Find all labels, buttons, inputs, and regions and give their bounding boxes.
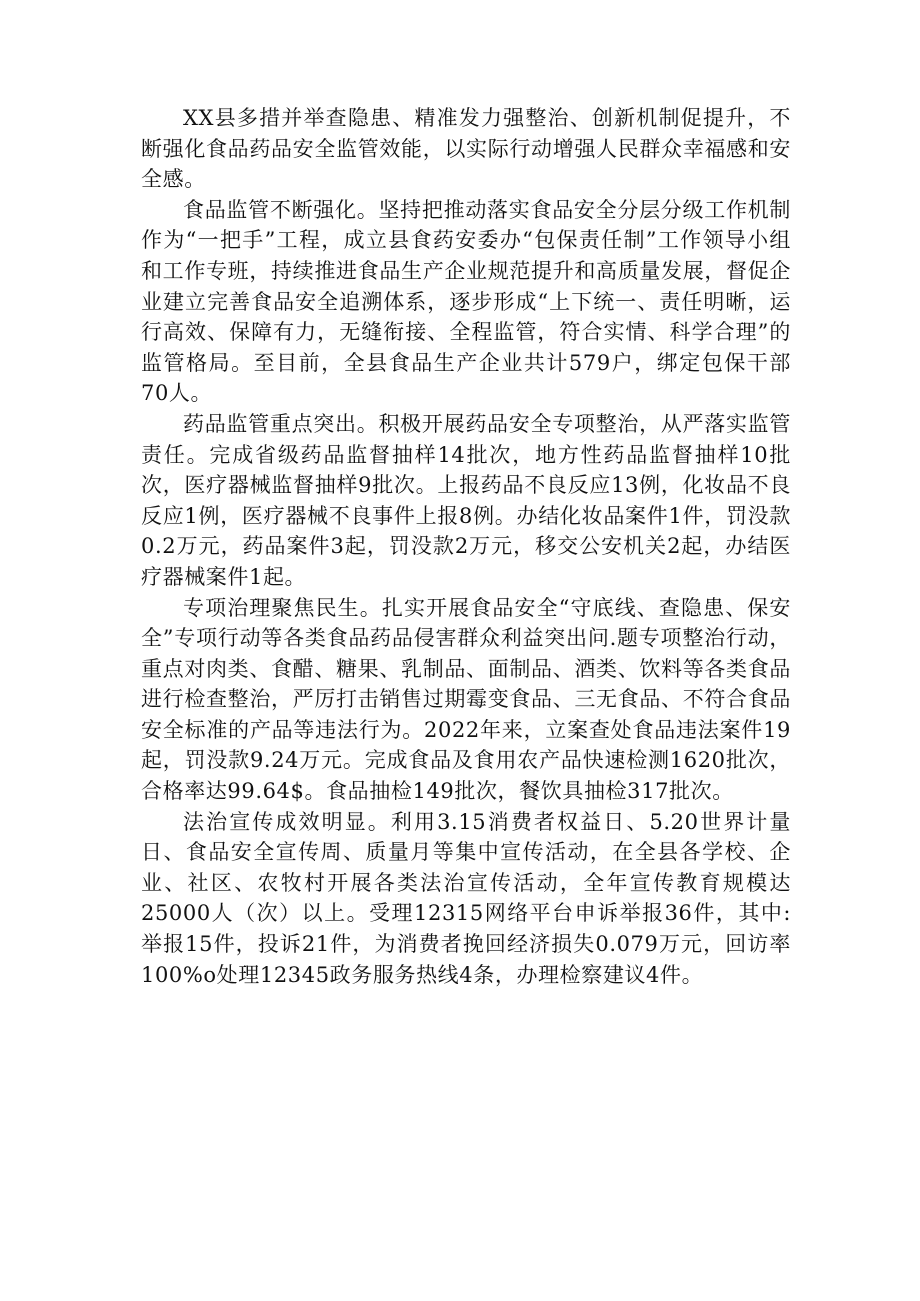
document-body xyxy=(141,103,791,990)
paragraph-intro: XX县多措并举查隐患、精准发力强整治、创新机制促提升，不断强化食品药品安全监管效能，以实际行动增强人民群众幸福感和安全感。 xyxy=(141,106,791,192)
paragraph-legal-publicity: 法治宣传成效明显。利用3.15消费者权益日、5.20世界计量日、食品安全宣传周、质量月等集中宣传活动，在全县各学校、企业、社区、农牧村开展各类法治宣传活动，全年宣传教育规模达25000人（次）以上。受理12315网络平台申诉举报36件，其中:举报15件，投诉21件，为消费者挽回经济损失0.079万元，回访率100%o处理12345政务服务热线4条，办理检察建议4件。 xyxy=(141,809,791,987)
paragraph-special-governance: 专项治理聚焦民生。扎实开展食品安全“守底线、查隐患、保安全”专项行动等各类食品药品侵害群众利益突出问.题专项整治行动，重点对肉类、食醋、糖果、乳制品、面制品、酒类、饮料等各类食品进行检查整治，严厉打击销售过期霉变食品、三无食品、不符合食品安全标准的产品等违法行为。2022年来，立案查处食品违法案件19起，罚没款9.24万元。完成食品及食用农产品快速检测1620批次，合格率达99.64$。食品抽检149批次，餐饮具抽检317批次。 xyxy=(141,595,791,804)
paragraph-food-supervision: 食品监管不断强化。坚持把推动落实食品安全分层分级工作机制作为“一把手”工程，成立县食药安委办“包保责任制”工作领导小组和工作专班，持续推进食品生产企业规范提升和高质量发展，督促企业建立完善食品安全追溯体系，逐步形成“上下统一、责任明晰，运行高效、保障有力，无缝衔接、全程监管，符合实情、科学合理”的监管格局。至目前，全县食品生产企业共计579户，绑定包保干部70人。 xyxy=(141,197,791,406)
paragraph-drug-supervision: 药品监管重点突出。积极开展药品安全专项整治，从严落实监管责任。完成省级药品监督抽样14批次，地方性药品监督抽样10批次，医疗器械监督抽样9批次。上报药品不良反应13例，化妆品不良反应1例，医疗器械不良事件上报8例。办结化妆品案件1件，罚没款0.2万元，药品案件3起，罚没款2万元，移交公安机关2起，办结医疗器械案件1起。 xyxy=(141,411,791,589)
